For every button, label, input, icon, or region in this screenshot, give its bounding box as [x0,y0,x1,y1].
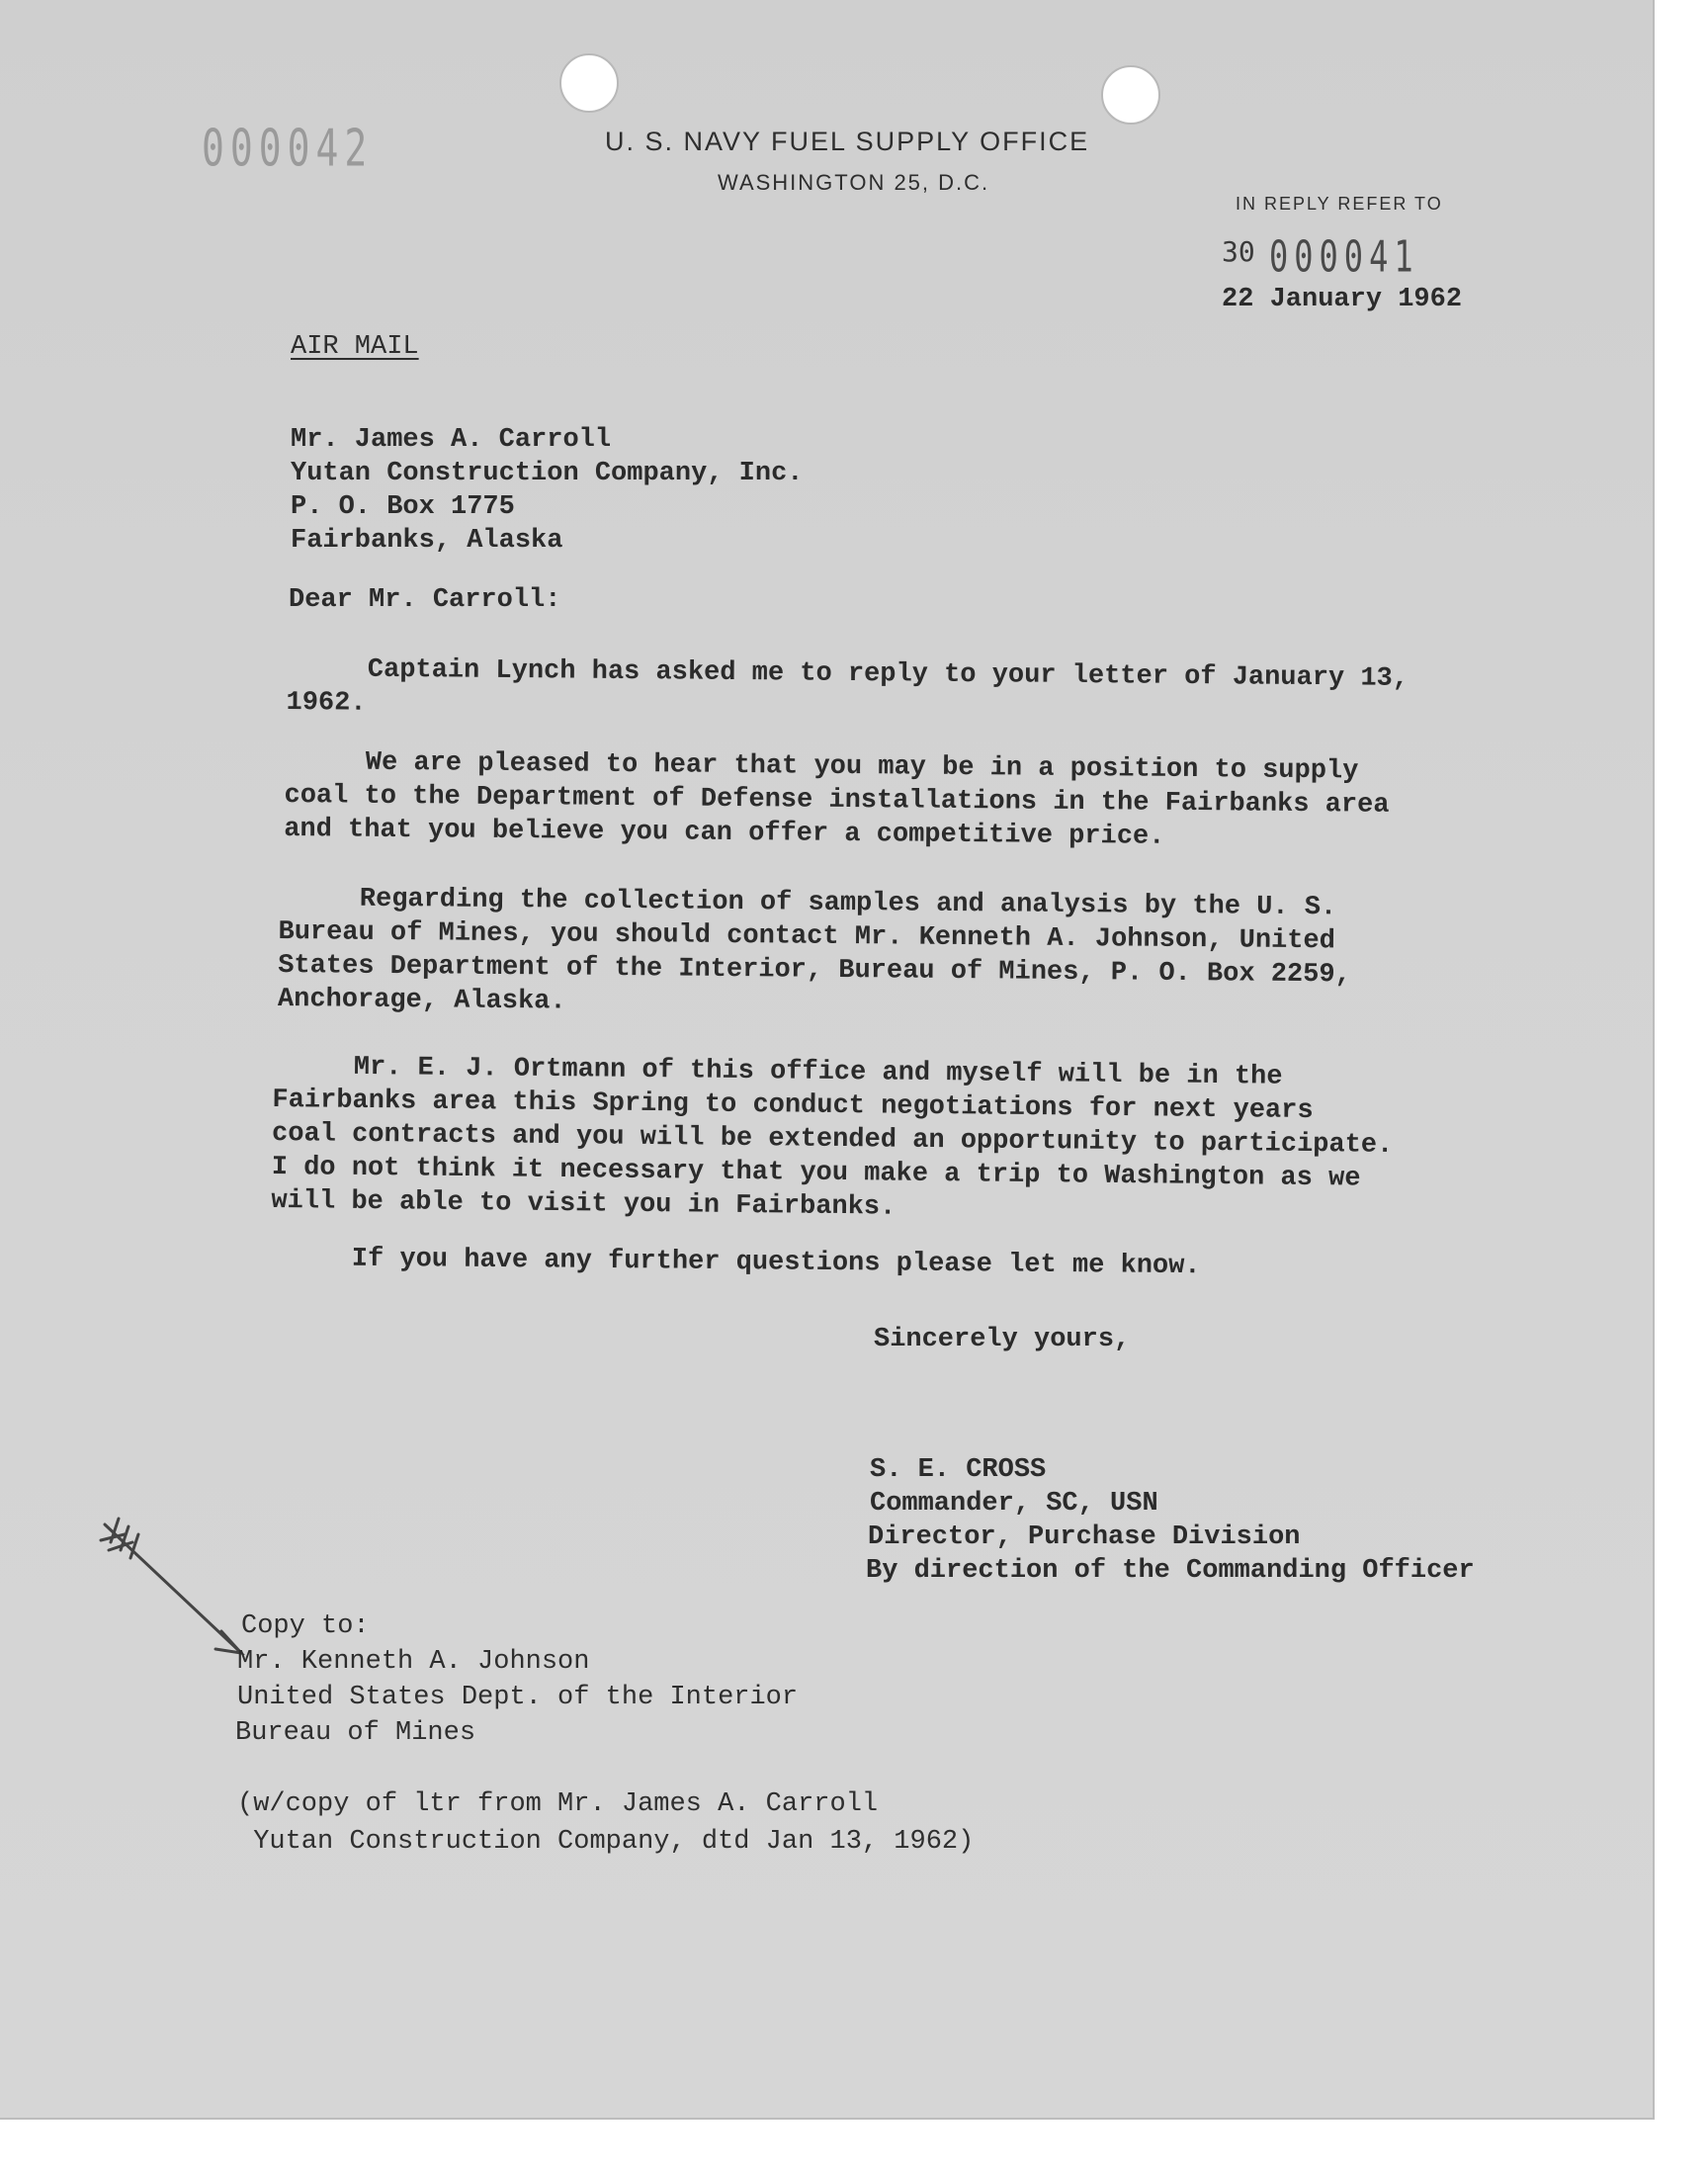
paragraph-5-line: If you have any further questions please let me know. [351,1244,1201,1282]
paragraph-4-line: Mr. E. J. Ortmann of this office and myself will be in the [353,1052,1283,1092]
reference-number: 000041 [1269,231,1419,283]
copy-to-name: Mr. Kenneth A. Johnson [237,1647,590,1677]
recipient-po-box: P. O. Box 1775 [291,492,515,522]
paragraph-1-line: 1962. [286,687,367,719]
paragraph-3-line: Bureau of Mines, you should contact Mr. Kenneth A. Johnson, United [278,916,1336,957]
recipient-city: Fairbanks, Alaska [291,526,563,556]
paragraph-3-line: Anchorage, Alaska. [277,984,566,1017]
paragraph-2-line: coal to the Department of Defense installations in the Fairbanks area [284,780,1390,821]
hand-drawn-arrow-icon [91,1513,249,1671]
signer-rank: Commander, SC, USN [870,1489,1158,1519]
air-mail-label: AIR MAIL [291,332,419,362]
paragraph-5 [271,1242,1201,1283]
stamp-number-left: 000042 [202,119,374,178]
copy-note-line-1: (w/copy of ltr from Mr. James A. Carroll [237,1789,879,1819]
signer-name: S. E. CROSS [870,1455,1047,1485]
recipient-company: Yutan Construction Company, Inc. [291,459,804,488]
letter-date: 22 January 1962 [1222,285,1463,314]
paragraph-1-line: Captain Lynch has asked me to reply to your letter of January 13, [367,654,1409,694]
copy-to-label: Copy to: [241,1611,370,1641]
copy-to-bureau: Bureau of Mines [235,1718,476,1748]
paragraph-4-line: coal contracts and you will be extended an opportunity to participate. [271,1118,1394,1161]
paragraph-3-line: States Department of the Interior, Bureau of Mines, P. O. Box 2259, [278,950,1351,991]
signer-title: Director, Purchase Division [868,1522,1301,1552]
paragraph-4-line: I do not think it necessary that you make a trip to Washington as we [271,1152,1361,1194]
signer-authority: By direction of the Commanding Officer [866,1556,1475,1586]
copy-to-department: United States Dept. of the Interior [237,1683,799,1712]
letterhead-office: U. S. NAVY FUEL SUPPLY OFFICE [605,127,1090,156]
paragraph-3 [278,882,1352,1025]
paragraph-1 [286,652,1409,730]
punch-hole-left [559,53,619,113]
paragraph-4-line: will be able to visit you in Fairbanks. [271,1185,897,1223]
letterhead-location: WASHINGTON 25, D.C. [718,170,990,195]
paragraph-2-line: and that you believe you can offer a competitive price. [284,814,1165,852]
reference-prefix: 30 [1222,235,1255,268]
paragraph-3-line: Regarding the collection of samples and analysis by the U. S. [359,884,1337,923]
paragraph-2-line: We are pleased to hear that you may be in a position to supply [365,747,1359,787]
paragraph-4-line: Fairbanks area this Spring to conduct negotiations for next years [272,1085,1314,1127]
recipient-name: Mr. James A. Carroll [291,425,612,455]
paragraph-4 [271,1050,1394,1230]
salutation: Dear Mr. Carroll: [289,585,561,615]
paragraph-2 [284,745,1390,856]
copy-note-line-2: Yutan Construction Company, dtd Jan 13, 1962) [237,1827,975,1857]
punch-hole-right [1101,65,1160,125]
reply-refer-label: IN REPLY REFER TO [1236,194,1443,214]
closing: Sincerely yours, [874,1325,1131,1354]
